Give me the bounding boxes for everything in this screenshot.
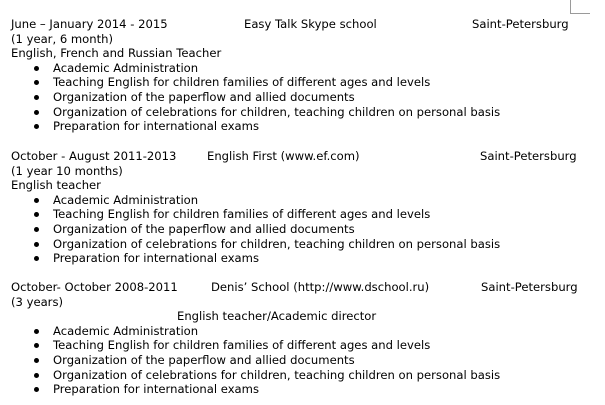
duty-text: Academic Administration: [53, 323, 199, 338]
job-position: English teacher/Academic director: [177, 309, 377, 324]
bullet-icon: [34, 256, 39, 261]
bullet-icon: [34, 227, 39, 232]
job-header: [11, 280, 596, 295]
duty-text: Teaching English for children families of different ages and levels: [53, 338, 431, 353]
bullet-icon: [34, 373, 39, 378]
job-city: Saint-Petersburg: [481, 280, 578, 294]
duty-item: [11, 338, 596, 353]
job-entry-3: [11, 280, 596, 397]
job-dates: June – January 2014 - 2015: [11, 17, 168, 31]
duty-item: [11, 207, 596, 222]
duty-text: Academic Administration: [53, 192, 199, 207]
duty-text: Organization of the paperflow and allied documents: [53, 352, 355, 367]
duty-text: Academic Administration: [53, 60, 199, 75]
duty-item: [11, 382, 596, 397]
duty-text: Preparation for international exams: [53, 382, 259, 397]
duties-list: [11, 193, 596, 266]
bullet-icon: [34, 66, 39, 71]
job-employer: Easy Talk Skype school: [244, 17, 377, 31]
job-dates: October- October 2008-2011: [11, 280, 178, 294]
job-city: Saint-Petersburg: [480, 149, 577, 163]
job-duration: (3 years): [11, 294, 64, 309]
duty-item: [11, 193, 596, 208]
bullet-icon: [34, 329, 39, 334]
duty-text: Organization of celebrations for children, teaching children on personal basis: [53, 104, 501, 119]
bullet-icon: [34, 124, 39, 129]
job-duration: (1 year, 6 month): [11, 31, 114, 46]
bullet-icon: [34, 387, 39, 392]
duty-item: [11, 251, 596, 266]
duty-item: [11, 75, 596, 90]
bullet-icon: [34, 110, 39, 115]
duty-item: [11, 90, 596, 105]
duty-item: [11, 368, 596, 383]
job-entry-2: [11, 149, 596, 266]
duty-item: [11, 61, 596, 76]
job-dates: October - August 2011-2013: [11, 149, 177, 163]
duty-text: Organization of the paperflow and allied documents: [53, 221, 355, 236]
bullet-icon: [34, 80, 39, 85]
page-corner-mark: [570, 0, 590, 14]
duty-item: [11, 105, 596, 120]
job-position: English teacher: [11, 178, 101, 193]
duty-text: Organization of celebrations for children, teaching children on personal basis: [53, 236, 501, 251]
bullet-icon: [34, 358, 39, 363]
duties-list: [11, 61, 596, 134]
bullet-icon: [34, 343, 39, 348]
job-employer: English First (www.ef.com): [207, 149, 360, 163]
job-city: Saint-Petersburg: [472, 17, 569, 31]
duty-item: [11, 237, 596, 252]
duty-text: Teaching English for children families of different ages and levels: [53, 207, 431, 222]
duty-text: Preparation for international exams: [53, 119, 259, 134]
duty-item: [11, 222, 596, 237]
job-header: [11, 149, 596, 164]
job-header: [11, 17, 596, 32]
duty-text: Organization of the paperflow and allied documents: [53, 89, 355, 104]
bullet-icon: [34, 198, 39, 203]
job-entry-1: [11, 17, 596, 134]
duty-text: Teaching English for children families of different ages and levels: [53, 75, 431, 90]
duty-item: [11, 119, 596, 134]
bullet-icon: [34, 212, 39, 217]
duty-text: Organization of celebrations for children, teaching children on personal basis: [53, 367, 501, 382]
job-employer: Denis’ School (http://www.dschool.ru): [211, 280, 430, 294]
duty-text: Preparation for international exams: [53, 251, 259, 266]
duty-item: [11, 324, 596, 339]
job-duration: (1 year 10 months): [11, 163, 123, 178]
bullet-icon: [34, 242, 39, 247]
duties-list: [11, 324, 596, 397]
bullet-icon: [34, 95, 39, 100]
job-position: English, French and Russian Teacher: [11, 46, 222, 61]
job-position-row: [11, 309, 596, 324]
duty-item: [11, 353, 596, 368]
